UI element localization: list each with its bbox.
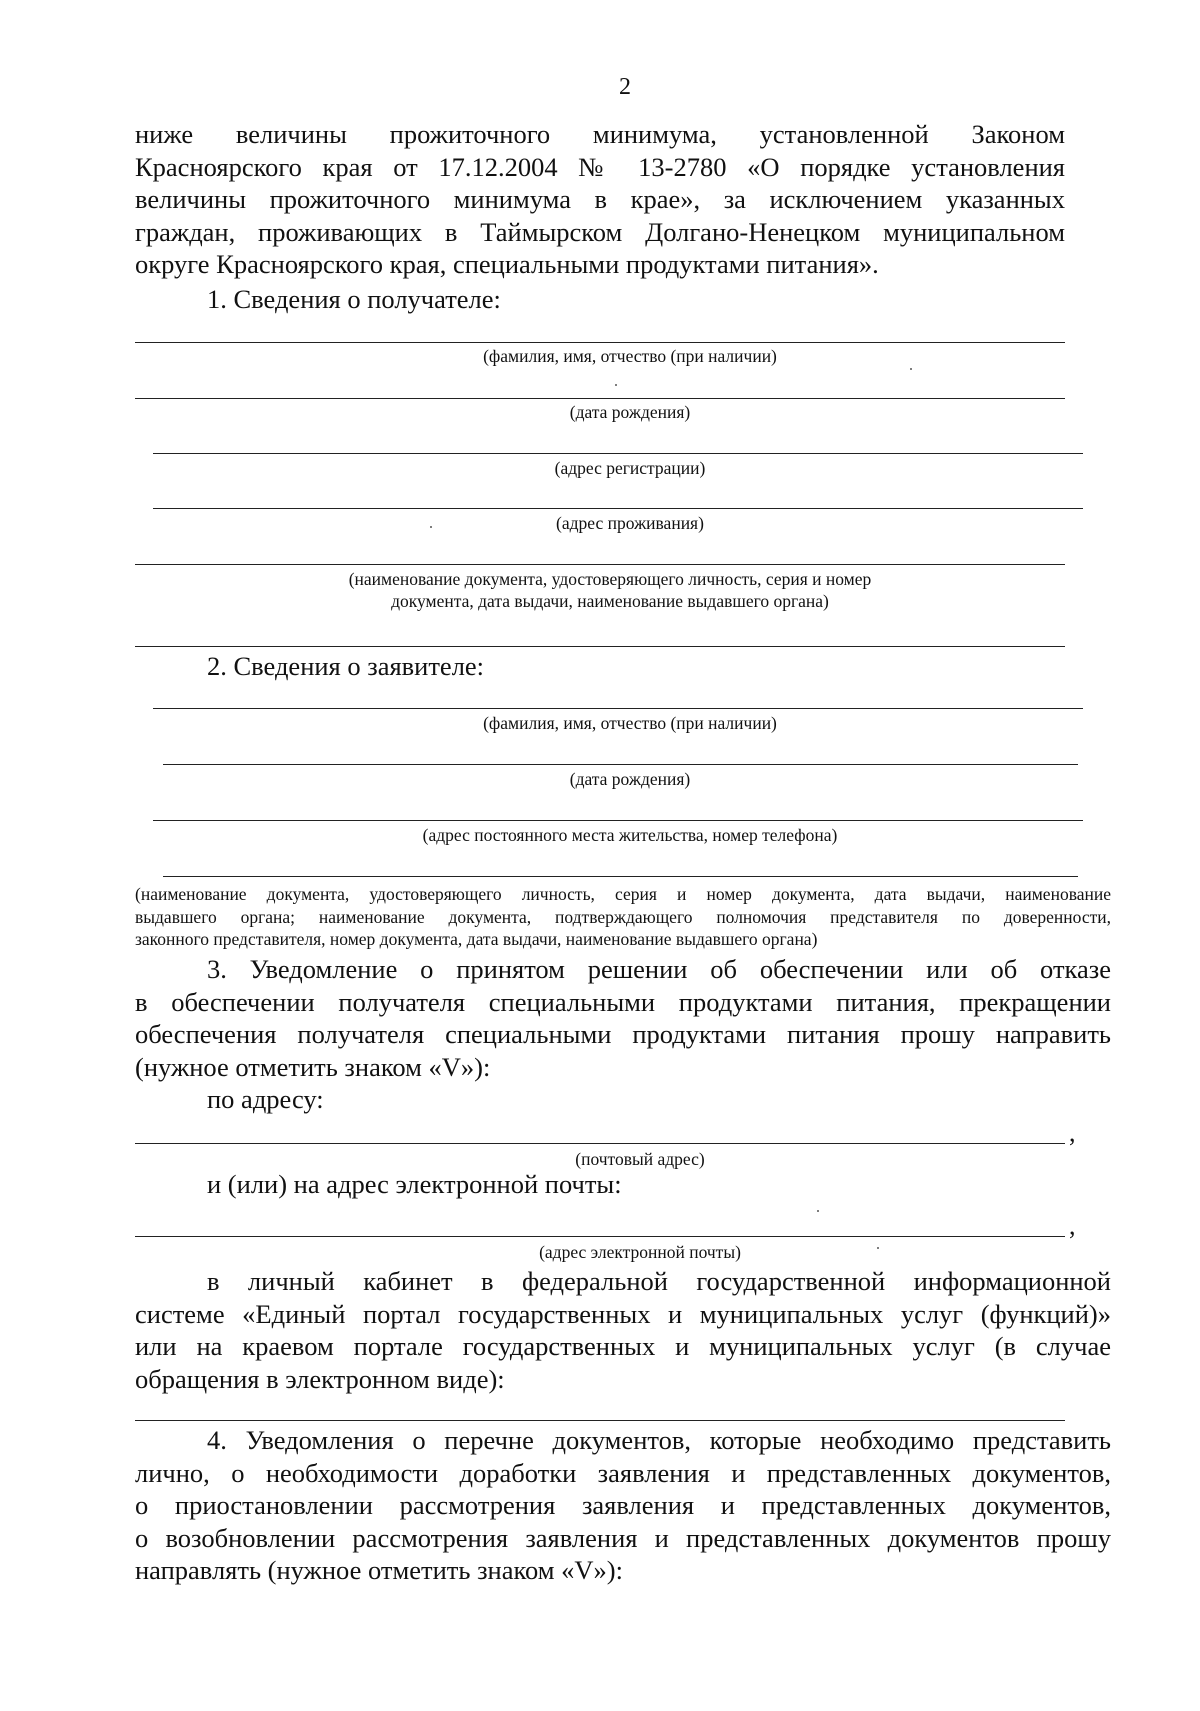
applicant-address-caption: (адрес постоянного места жительства, номер телефона) (422, 825, 838, 845)
recipient-document-caption (300, 568, 920, 612)
caption-line: (наименование документа, удостоверяющего личность, серия и номер (348, 569, 872, 589)
section3-line: в обеспечении получателя специальными продуктами питания, прекращении (135, 986, 1111, 1017)
scan-speck (910, 368, 912, 370)
cabinet-paragraph (135, 1265, 1111, 1395)
recipient-residence-line[interactable] (153, 508, 1083, 509)
by-address-label: по адресу: (207, 1084, 324, 1114)
recipient-extra-line[interactable] (135, 646, 1065, 647)
cabinet-line: обращения в электронном виде): (135, 1363, 505, 1394)
applicant-document-note (135, 883, 1111, 951)
intro-line: округе Красноярского края, специальными продуктами питания». (135, 249, 879, 279)
cabinet-line-field[interactable] (135, 1420, 1065, 1421)
section4-line: о возобновлении рассмотрения заявления и представленных документов прошу (135, 1522, 1111, 1553)
intro-line: граждан, проживающих в Таймырском Долгано-Ненецком муниципальном (135, 216, 1065, 247)
note-line: (наименование документа, удостоверяющего личность, серия и номер документа, дата выдачи, наименование (135, 884, 1111, 904)
recipient-document-line[interactable] (135, 564, 1065, 565)
section2-heading: 2. Сведения о заявителе: (207, 651, 485, 681)
applicant-birth-caption: (дата рождения) (569, 769, 691, 789)
email-address-line[interactable] (135, 1236, 1065, 1237)
applicant-address-line[interactable] (153, 820, 1083, 821)
postal-address-line[interactable] (135, 1143, 1065, 1144)
section3-paragraph (135, 953, 1111, 1116)
recipient-fio-line[interactable] (135, 342, 1065, 343)
scan-speck (817, 1210, 819, 1212)
note-line: законного представителя, номер документа, дата выдачи, наименование выдавшего органа) (135, 929, 818, 949)
intro-line: ниже величины прожиточного минимума, установленной Законом (135, 119, 1065, 149)
section4-line: лично, о необходимости доработки заявления и представленных документов, (135, 1457, 1111, 1488)
page-number: 2 (619, 74, 631, 100)
recipient-birth-line[interactable] (135, 398, 1065, 399)
email-label-block (135, 1168, 1065, 1201)
section4-line: 4. Уведомления о перечне документов, которые необходимо представить (207, 1425, 1111, 1455)
applicant-fio-line[interactable] (153, 708, 1083, 709)
applicant-document-line[interactable] (163, 876, 1078, 877)
postal-address-caption: (почтовый адрес) (575, 1149, 705, 1169)
recipient-registration-caption: (адрес регистрации) (554, 458, 706, 478)
intro-paragraph (135, 118, 1065, 281)
email-comma: , (1069, 1211, 1076, 1240)
section4-paragraph (135, 1424, 1111, 1587)
intro-line: Красноярского края от 17.12.2004 № 13-2780 «О порядке установления (135, 151, 1065, 182)
scan-speck (615, 384, 617, 386)
recipient-registration-line[interactable] (153, 453, 1083, 454)
section1-heading: 1. Сведения о получателе: (207, 284, 501, 314)
cabinet-line: системе «Единый портал государственных и муниципальных услуг (функций)» (135, 1298, 1111, 1329)
cabinet-line: в личный кабинет в федеральной государственной информационной (207, 1266, 1111, 1296)
applicant-fio-caption: (фамилия, имя, отчество (при наличии) (483, 713, 777, 733)
scan-speck (430, 526, 432, 528)
recipient-residence-caption: (адрес проживания) (556, 513, 704, 533)
by-email-label: и (или) на адрес электронной почты: (207, 1169, 622, 1199)
postal-comma: , (1069, 1118, 1076, 1147)
applicant-birth-line[interactable] (163, 764, 1078, 765)
scan-speck (877, 1247, 879, 1249)
section1-heading-block (135, 283, 1065, 316)
recipient-fio-caption: (фамилия, имя, отчество (при наличии) (483, 346, 777, 366)
section3-line: (нужное отметить знаком «V»): (135, 1051, 491, 1082)
email-address-caption: (адрес электронной почты) (539, 1242, 741, 1262)
section3-line: 3. Уведомление о принятом решении об обеспечении или об отказе (207, 954, 1111, 984)
section4-line: о приостановлении рассмотрения заявления и представленных документов, (135, 1490, 1111, 1520)
section4-line: направлять (нужное отметить знаком «V»): (135, 1555, 623, 1585)
note-line: выдавшего органа; наименование документа, подтверждающего полномочия представителя по доверенности, (135, 906, 1111, 927)
caption-line: документа, дата выдачи, наименование выдавшего органа) (391, 591, 829, 611)
cabinet-line: или на краевом портале государственных и муниципальных услуг (в случае (135, 1331, 1111, 1361)
section3-line: обеспечения получателя специальными продуктами питания прошу направить (135, 1019, 1111, 1049)
section2-heading-block (135, 650, 1065, 683)
recipient-birth-caption: (дата рождения) (569, 402, 691, 422)
intro-line: величины прожиточного минимума в крае», за исключением указанных (135, 184, 1065, 214)
